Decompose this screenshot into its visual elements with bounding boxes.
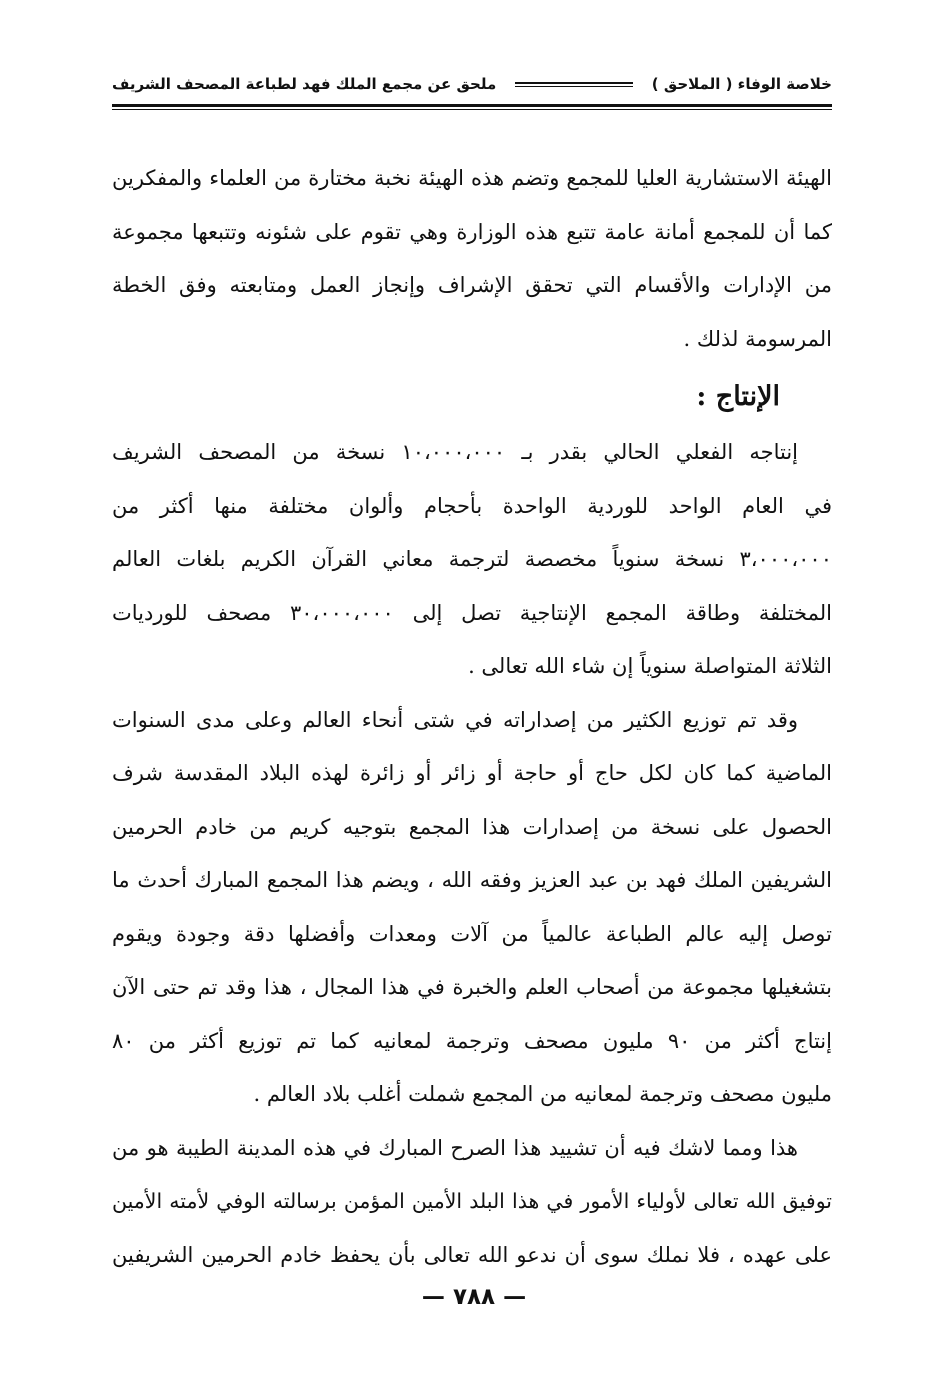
text-line: على عهده ، فلا نملك سوى أن ندعو الله تعالى بأن يحفظ خادم الحرمين الشريفين <box>112 1242 832 1267</box>
text-line: الثلاثة المتواصلة سنوياً إن شاء الله تعالى . <box>468 654 832 678</box>
text-line: من الإدارات والأقسام التي تحقق الإشراف وإنجاز العمل ومتابعته وفق الخطة <box>112 273 832 297</box>
header-rule-thick <box>112 104 832 107</box>
text-line: الهيئة الاستشارية العليا للمجمع وتضم هذه الهيئة نخبة مختارة من العلماء والمفكرين <box>112 166 832 190</box>
header-publisher: ملحق عن مجمع الملك فهد لطباعة المصحف الشريف <box>112 75 497 93</box>
text-line: بتشغيلها مجموعة من أصحاب العلم والخبرة في هذا المجال ، هذا وقد تم حتى الآن <box>112 975 832 999</box>
page-number: — ٧٨٨ — <box>421 1284 527 1310</box>
text-line: توصل إليه عالم الطباعة عالمياً من آلات ومعدات وأفضلها دقة وجودة ويقوم <box>112 921 832 946</box>
text-line: الحصول على نسخة من إصدارات هذا المجمع بتوجيه كريم من خادم الحرمين <box>112 814 832 839</box>
section-heading-production: الإنتاج : <box>696 381 780 412</box>
header-rule-thin <box>112 109 832 110</box>
text-line: وقد تم توزيع الكثير من إصداراته في شتى أنحاء العالم وعلى مدى السنوات <box>112 707 798 732</box>
paragraph-2 <box>112 426 832 694</box>
paragraph-3 <box>112 694 832 1122</box>
header-separator <box>515 82 633 87</box>
running-header <box>112 66 832 102</box>
text-line: الشريفين الملك فهد بن عبد العزيز وفقه الله ، ويضم هذا المجمع المبارك أحدث ما <box>112 868 832 892</box>
text-line: توفيق الله تعالى لأولياء الأمور في هذا البلد الأمين المؤمن برسالته الوفي لأمته الأمين <box>112 1189 832 1213</box>
text-line: مليون مصحف وترجمة لمعانيه من المجمع شملت أغلب بلاد العالم . <box>253 1082 832 1106</box>
text-line: ٣،٠٠٠،٠٠٠ نسخة سنوياً مخصصة لترجمة معاني القرآن الكريم بلغات العالم <box>112 547 832 571</box>
text-line: الماضية كما كان لكل حاج أو حاجة أو زائر أو زائرة لهذه البلاد المقدسة شرف <box>112 761 832 785</box>
text-line: المختلفة وطاقة المجمع الإنتاجية تصل إلى ٣٠،٠٠٠،٠٠٠ مصحف للورديات <box>112 600 832 625</box>
text-line: إنتاجه الفعلي الحالي بقدر بـ ١٠،٠٠٠،٠٠٠ نسخة من المصحف الشريف <box>112 440 798 464</box>
paragraph-1 <box>112 152 832 366</box>
text-line: إنتاج أكثر من ٩٠ مليون مصحف وترجمة لمعانيه كما تم توزيع أكثر من ٨٠ <box>112 1028 832 1053</box>
text-line: في العام الواحد للوردية الواحدة بأحجام وألوان مختلفة منها أكثر من <box>112 493 832 518</box>
text-line: المرسومة لذلك . <box>683 326 832 351</box>
paragraph-4 <box>112 1122 832 1283</box>
text-line: هذا ومما لاشك فيه أن تشييد هذا الصرح المبارك في هذه المدينة الطيبة هو من <box>112 1135 798 1160</box>
body-text <box>112 152 832 1282</box>
text-line: كما أن للمجمع أمانة عامة تتبع هذه الوزارة وهي تقوم على شئونه وتتبعها مجموعة <box>112 219 832 244</box>
header-book-title: خلاصة الوفاء ( الملاحق ) <box>651 75 832 93</box>
